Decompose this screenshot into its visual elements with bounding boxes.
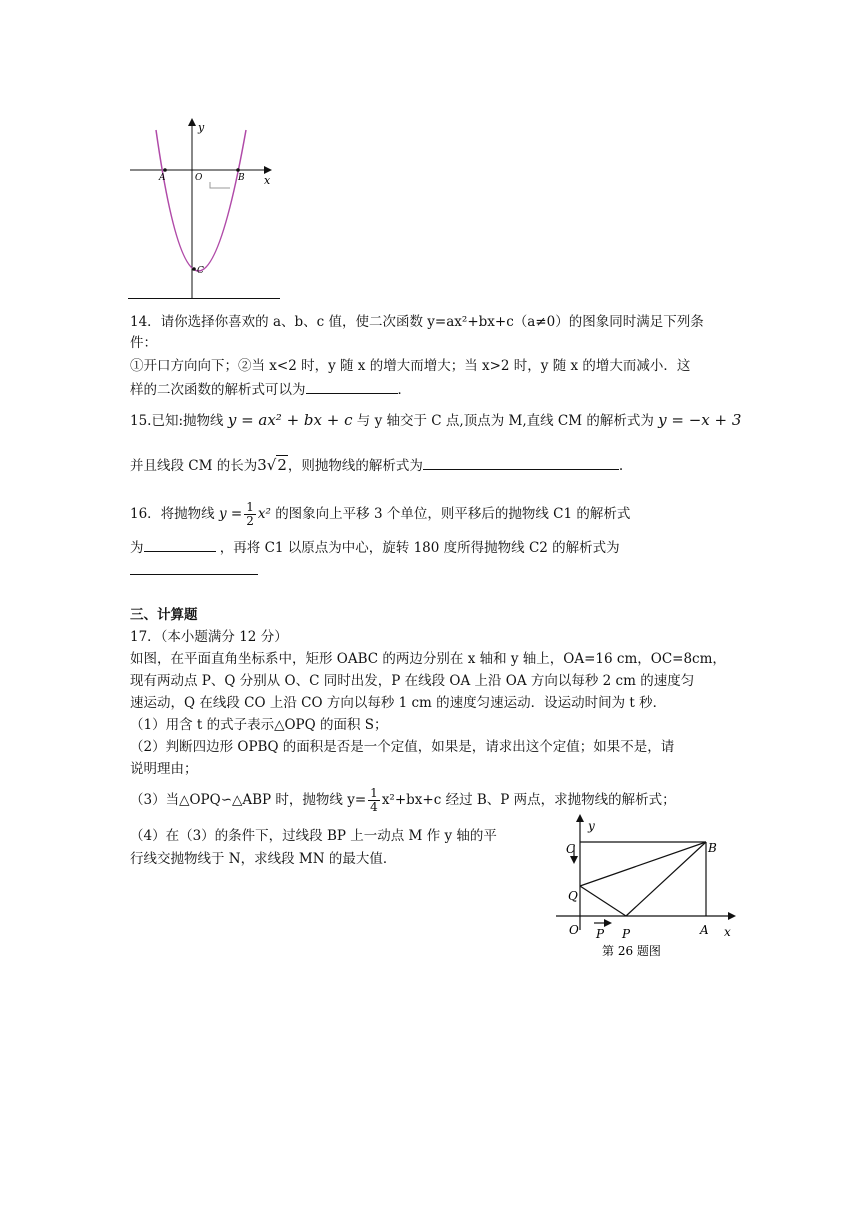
q17-s1: （1）用含 t 的式子表示△OPQ 的面积 S； <box>130 717 388 733</box>
q16-fraction <box>244 501 256 528</box>
q17-s3-post: x²+bx+c 经过 B、P 两点，求抛物线的解析式； <box>381 792 676 808</box>
q16-c1-blank[interactable] <box>144 537 216 552</box>
q15-eq2: y = −x + 3 <box>658 411 742 429</box>
q17-s3-pre: （3）当△OPQ∽△ABP 时，抛物线 y= <box>130 792 367 808</box>
q15-line2-pre: 并且线段 CM 的长为 <box>130 458 258 474</box>
q15-pre: 15.已知:抛物线 <box>130 413 224 429</box>
q14-line2: 件： <box>130 335 157 351</box>
label-c: C <box>566 842 576 856</box>
label-p: P <box>622 927 631 941</box>
q17-s3-frac-den: 4 <box>370 800 378 814</box>
q17-s4b: 行线交抛物线于 N，求线段 MN 的最大值． <box>130 851 397 867</box>
q14-line3: ①开口方向向下；②当 x<2 时，y 随 x 的增大而增大；当 x>2 时，y 随 x 的增大而减小．这 <box>130 358 691 374</box>
q15-line2-post: ，则抛物线的解析式为 <box>287 458 423 474</box>
q17-s2a: （2）判断四边形 OPBQ 的面积是否是一个定值，如果是，请求出这个定值；如果不是，请 <box>130 739 675 755</box>
point-a <box>163 168 167 172</box>
q17-head: 17．（本小题满分 12 分） <box>130 629 288 645</box>
y-axis-arrow-icon <box>188 118 196 126</box>
q14-line4 <box>130 379 411 400</box>
q17-s3-fraction <box>368 787 380 814</box>
q15-mid: 与 y 轴交于 C 点,顶点为 M,直线 CM 的解析式为 <box>356 413 654 429</box>
q15-eq1: y = ax² + bx + c <box>227 411 353 429</box>
segment-qb <box>580 842 706 886</box>
q15-sqrt-radicand: 2 <box>277 456 287 474</box>
label-a: A <box>700 923 709 937</box>
y-axis-label: y <box>588 819 595 833</box>
q17-s3 <box>130 785 676 815</box>
label-p-start: P <box>596 927 605 941</box>
point-b <box>236 168 240 172</box>
q14-answer-blank[interactable] <box>306 379 398 394</box>
q16-post: 的图象向上平移 3 个单位，则平移后的抛物线 C1 的解析式 <box>275 506 631 522</box>
q17-s3-frac-num: 1 <box>370 786 378 800</box>
parabola-graph <box>126 116 286 302</box>
q15-line2 <box>130 455 623 476</box>
q15-line1 <box>130 410 741 431</box>
x-axis-label: x <box>264 174 271 187</box>
q16-frac-den: 2 <box>246 514 254 528</box>
q16-line1 <box>130 500 630 528</box>
label-b: B <box>238 173 245 183</box>
parabola-curve <box>156 130 246 271</box>
right-arrow-icon <box>604 919 612 927</box>
label-a: A <box>159 173 166 183</box>
q17-s2b: 说明理由； <box>130 761 198 777</box>
q17-p2: 现有两动点 P、Q 分别从 O、C 同时出发，P 在线段 OA 上沿 OA 方向以每秒 2 cm 的速度匀 <box>130 673 695 689</box>
q16-line2 <box>130 537 620 558</box>
q16-line2-post: ，再将 C1 以原点为中心，旋转 180 度所得抛物线 C2 的解析式为 <box>219 540 620 556</box>
section-title: 三、计算题 <box>130 607 198 623</box>
y-axis-arrow-icon <box>576 814 584 822</box>
q16-line2-pre: 为 <box>130 540 144 556</box>
x-axis-arrow-icon <box>264 166 272 174</box>
label-c: C <box>197 266 204 276</box>
q14-line4-pre: 样的二次函数的解析式可以为 <box>130 382 306 398</box>
q14-line1: 14．请你选择你喜欢的 a、b、c 值，使二次函数 y=ax²+bx+c（a≠0）的图象同时满足下列条 <box>130 314 704 330</box>
footnote-rule <box>128 298 280 299</box>
q15-sqrt: 3√2 <box>257 456 287 474</box>
segment-pb <box>626 842 706 916</box>
label-o: O <box>195 173 203 183</box>
q16-eq-rhs: x² <box>257 506 271 522</box>
label-b: B <box>708 841 717 855</box>
point-c <box>192 267 196 271</box>
label-o: O <box>569 923 579 937</box>
q16-frac-num: 1 <box>246 500 254 514</box>
y-axis-label: y <box>198 121 205 134</box>
q17-p1: 如图，在平面直角坐标系中，矩形 OABC 的两边分别在 x 轴和 y 轴上，OA=16 cm，OC=8cm， <box>130 651 726 667</box>
down-arrow-icon <box>570 856 578 864</box>
q17-p3: 速运动，Q 在线段 CO 上沿 CO 方向以每秒 1 cm 的速度匀速运动．设运动时间为 t 秒． <box>130 695 667 711</box>
q16-pre: 16．将抛物线 <box>130 506 215 522</box>
q16-c2-blank[interactable] <box>130 574 258 575</box>
q16-eq-lhs: y = <box>218 506 243 522</box>
figure-caption: 第 26 题图 <box>602 944 661 958</box>
label-q: Q <box>568 889 578 903</box>
x-axis-label: x <box>724 925 731 939</box>
q17-s4a: （4）在（3）的条件下，过线段 BP 上一动点 M 作 y 轴的平 <box>130 828 497 844</box>
rectangle-figure <box>552 812 742 962</box>
q15-end: . <box>618 458 624 474</box>
x-axis-arrow-icon <box>728 912 736 920</box>
q15-answer-blank[interactable] <box>423 455 619 470</box>
q14-line4-post: ． <box>397 382 411 398</box>
q15-sqrt-coef: 3 <box>257 456 267 474</box>
segment-qp <box>580 886 626 916</box>
mark-lines <box>210 182 230 188</box>
